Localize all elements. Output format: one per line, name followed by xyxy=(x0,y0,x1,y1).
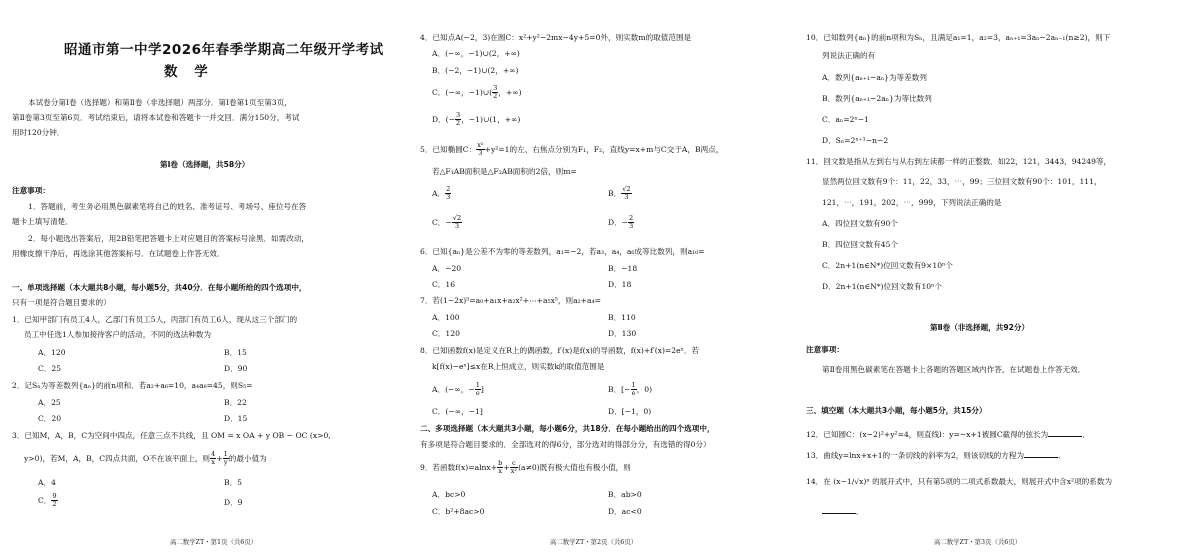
notice-line: 2．每小题选出答案后，用2B铅笔把答题卡上对应题目的答案标号涂黑．如需改动， xyxy=(28,234,310,243)
q5-c-fraction xyxy=(452,215,462,231)
frac-denominator: e xyxy=(631,389,636,398)
q9-option-d: D．ac<0 xyxy=(608,507,642,516)
q10-option-d: D．Sₙ=2ⁿ⁺¹−n−2 xyxy=(822,136,889,145)
question-5-cont: 若△F₁AB面积是△F₂AB面积的2倍，则m= xyxy=(432,167,577,176)
q6-option-c: C．16 xyxy=(432,280,456,289)
frac-denominator: 3 xyxy=(629,222,634,231)
page-footer: 高二数学ZT・第2页（共6页） xyxy=(550,538,638,546)
frac-numerator: √2 xyxy=(452,214,462,222)
option-label: A． xyxy=(432,188,446,198)
frac-denominator: 3 xyxy=(454,222,460,231)
q4-option-c xyxy=(432,85,522,101)
q8-option-c: C．(−∞，−1] xyxy=(432,407,483,416)
q9-option-a: A．bc>0 xyxy=(432,490,466,499)
q7-option-d: D．130 xyxy=(608,329,637,338)
question-9 xyxy=(420,460,631,476)
page-footer: 高二数学ZT・第3页（共6页） xyxy=(934,538,1022,546)
subject-title: 数 学 xyxy=(164,64,214,80)
q3-option-b: B．5 xyxy=(224,478,243,487)
option-text: ，+∞) xyxy=(498,87,522,97)
q2-option-c: C．20 xyxy=(38,414,62,423)
q9-option-c: C．b²+8ac>0 xyxy=(432,507,485,516)
option-label: C． xyxy=(38,495,52,505)
option-text: D．(− xyxy=(432,114,456,124)
q3-text: 的最小值为 xyxy=(228,453,267,463)
option-text: ，0) xyxy=(636,384,653,394)
option-label: C．− xyxy=(432,217,452,227)
option-label: B． xyxy=(608,188,622,198)
q4-option-a: A．(−∞，−1)∪(2，+∞) xyxy=(432,49,520,58)
single-choice-heading: 一、单项选择题（本大题共8小题，每小题5分，共40分．在每小题所给的四个选项中， xyxy=(12,283,307,292)
frac-denominator: 3 xyxy=(446,193,451,202)
q5-a-fraction xyxy=(445,186,451,202)
fill-in-heading: 三、填空题（本大题共3小题，每小题5分，共15分） xyxy=(806,406,987,415)
q3-c-fraction xyxy=(51,493,57,509)
frac-numerator: 3 xyxy=(456,111,461,119)
q14-text: 的展开式中，只有第5项的二项式系数最大，则展开式中含x²项的系数为 xyxy=(872,477,1113,486)
q1-option-a: A．120 xyxy=(38,348,66,357)
frac-denominator: x xyxy=(211,458,215,467)
q6-option-b: B．−18 xyxy=(608,264,638,273)
q3-option-a: A．4 xyxy=(38,478,56,487)
frac-numerator: x² xyxy=(477,141,484,149)
q11-option-a: A．四位回文数有90个 xyxy=(822,219,898,228)
q10-option-b: B．数列{aₙ₊₁−2aₙ}为等比数列 xyxy=(822,94,932,103)
notice-heading: 注意事项： xyxy=(12,186,50,195)
q10-option-c: C．aₙ=2ⁿ−1 xyxy=(822,115,869,124)
page-3 xyxy=(806,0,1176,556)
q2-option-a: A．25 xyxy=(38,398,61,407)
frac-numerator: √2 xyxy=(622,185,631,193)
frac-numerator: 2 xyxy=(446,185,451,193)
page-footer: 高二数学ZT・第1页（共6页） xyxy=(170,538,258,546)
question-11-cont: 显然两位回文数有9个：11，22，33，⋯，99；三位回文数有90个：101，111， xyxy=(822,177,1102,186)
q12-text: 12．已知圆C：(x−2)²+y²=4，则直线l：y=−x+1被圆C截得的弦长为 xyxy=(806,430,1049,439)
q9-option-b: B．ab>0 xyxy=(608,490,642,499)
q5-text: 5．已知椭圆C： xyxy=(420,144,477,154)
q7-option-a: A．100 xyxy=(432,313,460,322)
frac-denominator: x² xyxy=(510,467,518,476)
intro-line: 本试卷分第Ⅰ卷（选择题）和第Ⅱ卷（非选择题）两部分．第Ⅰ卷第1页至第3页， xyxy=(28,98,292,107)
section-heading: 第Ⅰ卷（选择题，共58分） xyxy=(160,160,250,169)
answer-blank xyxy=(822,505,856,514)
question-13: 13．曲线y=lnx+x+1的一条切线的斜率为2，则该切线的方程为 ． xyxy=(806,451,1066,460)
q8-option-b xyxy=(608,382,652,398)
frac-denominator: y xyxy=(223,458,228,467)
intro-line: 第Ⅱ卷第3页至第6页．考试结束后，请将本试卷和答题卡一并交回．满分150分，考试 xyxy=(12,113,300,122)
q13-text: 13．曲线y=lnx+x+1的一条切线的斜率为2，则该切线的方程为 xyxy=(806,451,1025,460)
q6-option-a: A．−20 xyxy=(432,264,462,273)
question-8-cont: k[f(x)−eˣ]≤x在R上恒成立，则实数k的取值范围是 xyxy=(432,362,605,371)
frac-denominator: 2 xyxy=(52,500,57,509)
question-4: 4．已知点A(−2，3)在圆C：x²+y²−2mx−4y+5=0外，则实数m的取值范围是 xyxy=(420,33,692,42)
question-14 xyxy=(806,477,1112,486)
multi-choice-heading-cont: 有多项是符合题目要求的．全部选对的得6分，部分选对的得部分分，有选错的得0分） xyxy=(420,440,711,449)
frac-numerator: c xyxy=(510,460,518,468)
question-6: 6．已知{aₙ}是公差不为零的等差数列，a₁=−2，若a₃，a₄，a₆成等比数列，则a₁₀= xyxy=(420,247,705,256)
option-text: A．(−∞，− xyxy=(432,384,475,394)
q9-fraction xyxy=(510,460,518,476)
q11-option-c: C．2n+1(n∈N*)位回文数有9×10ⁿ个 xyxy=(822,261,953,270)
q11-option-b: B．四位回文数有45个 xyxy=(822,240,898,249)
q6-option-d: D．18 xyxy=(608,280,632,289)
notice-line: 用橡皮擦干净后，再选涂其他答案标号．在试题卷上作答无效． xyxy=(12,249,225,258)
question-8: 8．已知函数f(x)是定义在R上的偶函数，f′(x)是f(x)的导函数，f(x)+f′(x)=2eˣ．若 xyxy=(420,346,700,355)
frac-numerator: 9 xyxy=(52,492,57,500)
exam-title: 昭通市第一中学2026年春季学期高二年级开学考试 xyxy=(64,42,384,58)
question-14-cont xyxy=(822,505,864,516)
question-1-cont: 员工中任选1人参加接待客户的活动，不同的选法种数为 xyxy=(24,330,212,339)
notice-line: 第Ⅱ卷用黑色碳素笔在答题卡上各题的答题区域内作答，在试题卷上作答无效． xyxy=(822,365,1086,374)
q11-option-d: D．2n+1(n∈N*)位回文数有10ⁿ个 xyxy=(822,282,942,291)
q5-text: +y²=1的左、右焦点分别为F₁，F₂，直线y=x+m与C交于A，B两点， xyxy=(484,144,724,154)
frac-numerator: 4 xyxy=(211,450,216,458)
q5-d-fraction xyxy=(628,215,634,231)
q8-option-a xyxy=(432,382,484,398)
question-10-cont: 列说法正确的有 xyxy=(822,51,876,60)
frac-numerator: 2 xyxy=(629,214,634,222)
question-2: 2．记Sₙ为等差数列{aₙ}的前n项和．若a₂+a₆=10，a₄a₈=45，则S₅= xyxy=(12,381,253,390)
option-label: D．− xyxy=(608,217,629,227)
q1-option-b: B．15 xyxy=(224,348,247,357)
question-3-cont: y>0)，若M，A，B，C四点共面，O不在该平面上，则 $\frac{4}{x}$ + $\frac{1}{y}$ 的最小值为 xyxy=(24,450,267,467)
notice-line: 题卡上填写清楚． xyxy=(12,217,73,226)
frac-denominator: 3 xyxy=(624,193,629,202)
option-text: C．(−∞，−1)∪( xyxy=(432,87,493,97)
question-1: 1．已知甲部门有员工4人，乙部门有员工5人，丙部门有员工6人，现从这三个部门的 xyxy=(12,315,298,324)
frac-denominator: 2 xyxy=(456,119,461,128)
frac-numerator: 1 xyxy=(631,381,636,389)
question-11-cont: 121，⋯，191，202，⋯，999，下列说法正确的是 xyxy=(822,198,1002,207)
frac-denominator: 3 xyxy=(478,149,483,158)
question-3: 3．已知M，A，B，C为空间中四点，任意三点不共线，且 OM = x OA + y OB − OC (x>0, xyxy=(12,431,331,440)
q7-option-b: B．110 xyxy=(608,313,636,322)
q3-option-d: D．9 xyxy=(224,498,243,507)
option-text: ] xyxy=(480,384,484,394)
page-2 xyxy=(420,0,790,556)
question-10: 10．已知数列{aₙ}的前n项和为Sₙ，且满足a₁=1，a₂=3，aₙ₊₁=3aₙ−2aₙ₋₁(n≥2)，则下 xyxy=(806,33,1111,42)
q3-text: y>0)，若M，A，B，C四点共面，O不在该平面上，则 xyxy=(24,453,211,463)
frac-numerator: 1 xyxy=(223,450,228,458)
frac-numerator: 3 xyxy=(493,84,498,92)
q10-option-a: A．数列{aₙ₊₁−aₙ}为等差数列 xyxy=(822,73,927,82)
q8-option-d: D．[−1，0) xyxy=(608,407,652,416)
q5-option-b xyxy=(608,186,632,202)
question-5 xyxy=(420,142,723,158)
intro-line: 用时120分钟． xyxy=(12,128,65,137)
question-12: 12．已知圆C：(x−2)²+y²=4，则直线l：y=−x+1被圆C截得的弦长为 ． xyxy=(806,430,1090,439)
q5-option-a xyxy=(432,186,451,202)
option-text: ，−1)∪(1，+∞) xyxy=(461,114,521,124)
q2-option-d: D．15 xyxy=(224,414,248,423)
option-text: B．[− xyxy=(608,384,631,394)
question-7: 7．若(1−2x)⁵=a₀+a₁x+a₂x²+⋯+a₅x⁵，则a₂+a₄= xyxy=(420,296,601,305)
q3-fraction xyxy=(210,451,216,467)
q9-text: (a≠0)既有极大值也有极小值，则 xyxy=(518,462,631,472)
q4-option-b: B．(−2，−1)∪(2，+∞) xyxy=(432,66,519,75)
q5-option-d xyxy=(608,215,634,231)
q5-option-c xyxy=(432,215,462,231)
answer-blank xyxy=(1048,428,1082,437)
notice-line: 1．答题前，考生务必用黑色碳素笔将自己的姓名、准考证号、考场号、座位号在答 xyxy=(28,202,307,211)
section-heading: 第Ⅱ卷（非选择题，共92分） xyxy=(930,323,1030,332)
question-11: 11．回文数是指从左到右与从右到左读都一样的正整数．如22，121，3443，94249等， xyxy=(806,157,1112,166)
page-1 xyxy=(12,0,388,556)
q14-text: ． xyxy=(856,507,864,516)
frac-denominator: x xyxy=(498,467,503,476)
q3-option-c xyxy=(38,493,58,509)
q5-fraction xyxy=(476,142,484,158)
q14-text: 14．在 xyxy=(806,477,831,486)
q2-option-b: B．22 xyxy=(224,398,247,407)
q9-text: + xyxy=(503,462,510,472)
q9-text: 9．若函数f(x)=alnx+ xyxy=(420,462,498,472)
frac-denominator: 2 xyxy=(493,92,498,101)
q14-expression: (x−1/√x)ⁿ xyxy=(833,477,870,486)
q7-option-c: C．120 xyxy=(432,329,460,338)
frac-numerator: 1 xyxy=(475,381,480,389)
frac-numerator: b xyxy=(498,459,503,467)
q5-b-fraction xyxy=(621,186,631,202)
single-choice-heading-cont: 只有一项是符合题目要求的） xyxy=(12,298,111,307)
answer-blank xyxy=(1024,449,1058,458)
notice-heading: 注意事项： xyxy=(806,345,844,354)
q1-option-c: C．25 xyxy=(38,364,62,373)
q1-option-d: D．90 xyxy=(224,364,248,373)
multi-choice-heading: 二、多项选择题（本大题共3小题，每小题6分，共18分．在每小题给出的四个选项中， xyxy=(420,424,715,433)
frac-denominator: e xyxy=(475,389,480,398)
q4-option-d xyxy=(432,112,520,128)
